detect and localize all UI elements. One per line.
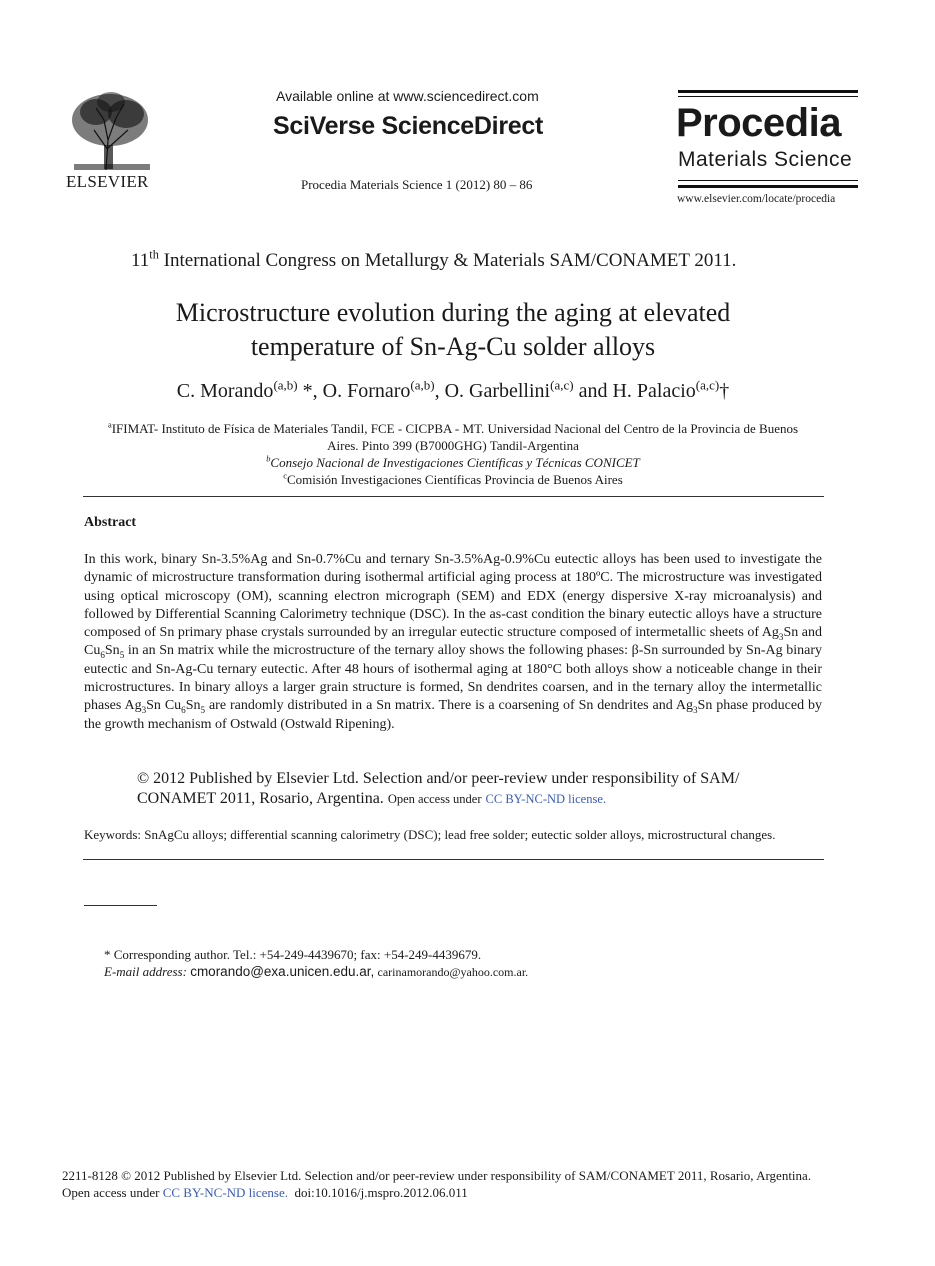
email-address-link[interactable]: cmorando@exa.unicen.edu.ar, <box>190 964 375 979</box>
footer-license-link[interactable]: CC BY-NC-ND license. <box>162 1185 289 1200</box>
corresponding-author-note: * Corresponding author. Tel.: +54-249-4439670; fax: +54-249-4439679. <box>104 947 482 962</box>
affiliation-a-cont: Aires. Pinto 399 (B7000GHG) Tandil-Argentina <box>327 438 579 453</box>
sciverse-sciencedirect-logo: SciVerse ScienceDirect <box>273 112 543 140</box>
author-name: C. Morando <box>176 380 274 402</box>
elsevier-wordmark: ELSEVIER <box>66 172 149 191</box>
journal-citation: Procedia Materials Science 1 (2012) 80 – 86 <box>301 177 533 192</box>
email-note: E-mail address: cmorando@exa.unicen.edu.ar, carinamorando@yahoo.com.ar. <box>104 964 529 979</box>
procedia-top-rule <box>678 90 858 93</box>
procedia-logo-title: Procedia <box>676 101 841 145</box>
issn-copyright-line: 2211-8128 © 2012 Published by Elsevier Ltd. Selection and/or peer-review under responsibility of SAM/CONAMET 2011, Rosario, Argentina. <box>62 1168 812 1183</box>
procedia-bottom-rule-thin <box>678 180 858 181</box>
congress-line: 11th International Congress on Metallurgy & Materials SAM/CONAMET 2011. <box>131 247 737 271</box>
doi-link[interactable]: doi:10.1016/j.mspro.2012.06.011 <box>294 1185 468 1200</box>
author-list: C. Morando$^{(a,b)}$ *, O. Fornaro$^{(a,b)}$, O. Garbellini$^{(a,c)}$ and H. Palacio$^{(a,c)}$† <box>176 377 730 402</box>
available-online-text[interactable]: Available online at www.sciencedirect.com <box>276 88 539 104</box>
affiliation-a: $^a$IFIMAT- Instituto de Física de Materiales Tandil, FCE - CICPBA - MT. Universidad Nacional del Centro de la Provincia de Buenos <box>107 419 799 436</box>
email-address-link[interactable]: carinamorando@yahoo.com.ar. <box>377 965 529 979</box>
footer-license-line: Open access under CC BY-NC-ND license. doi:10.1016/j.mspro.2012.06.011 <box>62 1185 468 1200</box>
procedia-bottom-rule <box>678 185 858 188</box>
affiliation-c: $^c$Comisión Investigaciones Científicas Provincia de Buenos Aires <box>283 470 623 487</box>
affiliation-b: $^b$Consejo Nacional de Investigaciones Científicas y Técnicas CONICET <box>266 453 640 470</box>
abstract-divider <box>83 859 824 860</box>
author-name: O. Garbellini <box>444 380 551 402</box>
abstract-body: In this work, binary Sn-3.5%Ag and Sn-0.7%Cu and ternary Sn-3.5%Ag-0.9%Cu eutectic alloys has been used to investigate the dynamic of microstructure transformation during isothermal artificial aging process at 180ºC. The microstructure was investigated using optical microscopy (OM), scanning electron micrograph (SEM) and EDX (energy dispersive X-ray microanalysis) and followed by Differential Scanning Calorimetry technique (DSC). In the as-cast condition the binary eutectic alloys have a structure composed of Sn primary phase crystals surrounded by an irregular eutectic structure composed of intermetallic sheets of $Ag_3Sn$ and $Cu_6Sn_5$ in an Sn matrix while the microstructure of the ternary alloy shows the following phases: β-Sn surrounded by Sn-Ag binary eutectic and Sn-Ag-Cu ternary eutectic. After 48 hours of isothermal aging at 180°C both alloys show a noticeable change in their microstructures. In binary alloys a larger grain structure is formed, Sn dendrites coarsen, and in the ternary alloy the intermetallic phases $Ag_3Sn$ $Cu_6Sn_5$ are randomly distributed in a Sn matrix. There is a coarsening of Sn dendrites and $Ag_3Sn$ phase produced by the growth mechanism of Ostwald (Ostwald Ripening). <box>84 552 822 732</box>
copyright-notice: © 2012 Published by Elsevier Ltd. Selection and/or peer-review under responsibility of SAM/ CONAMET 2011, Rosario, Argentina. Open access under CC BY-NC-ND license. <box>137 770 740 807</box>
journal-url[interactable]: www.elsevier.com/locate/procedia <box>677 193 836 205</box>
abstract-heading: Abstract <box>84 515 137 530</box>
header-divider <box>83 496 824 497</box>
article-title: Microstructure evolution during the aging at elevated temperature of Sn-Ag-Cu solder alloys <box>175 298 731 361</box>
procedia-logo-subtitle: Materials Science <box>678 148 853 171</box>
elsevier-tree-icon <box>66 90 156 172</box>
procedia-top-rule-thin <box>678 96 858 97</box>
license-link[interactable]: CC BY-NC-ND license. <box>485 792 607 806</box>
keywords: Keywords: SnAgCu alloys; differential scanning calorimetry (DSC); lead free solder; eutectic solder alloys, microstructural changes. <box>84 827 776 842</box>
author-name: H. Palacio <box>612 380 696 402</box>
author-name: O. Fornaro <box>322 380 411 402</box>
footnote-rule <box>84 905 157 906</box>
